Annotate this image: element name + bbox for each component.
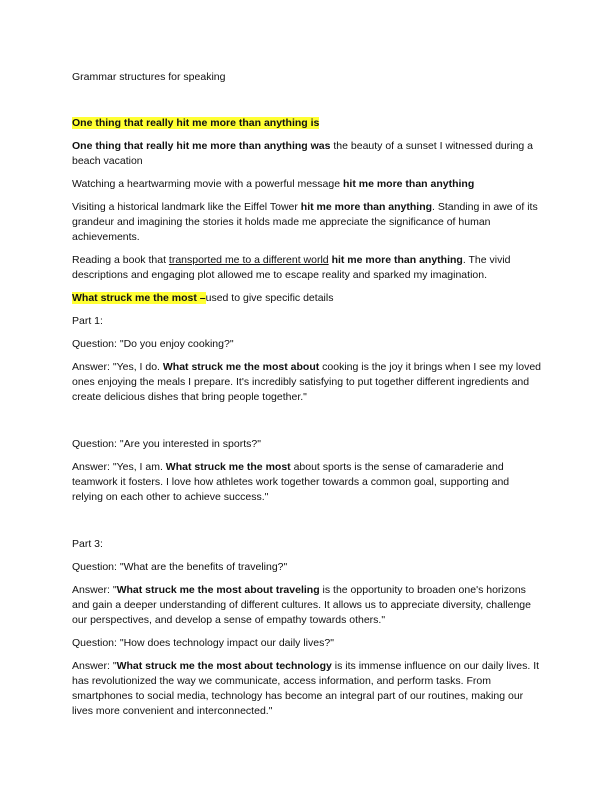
answer-text: about sports is the sense of camaraderie and teamwork it fosters. I love how athletes work together towards a common goal, supporting and relying on each other to achieve success." [72,461,510,503]
answer-technology [72,659,542,719]
part-1-label: Part 1: [72,315,103,327]
bold-phrase: hit me more than anything [300,201,433,213]
paragraph-text: . The vivid descriptions and engaging plot allowed me to escape reality and sparked my imagination. [72,254,511,281]
paragraph-sunset [72,139,542,169]
bold-phrase: What struck me the most [165,461,291,473]
answer-sports [72,460,542,505]
heading-note: used to give specific details [205,292,334,304]
heading-struck-me-text: What struck me the most – [72,292,206,304]
answer-traveling [72,583,542,628]
heading-hit-me [72,116,542,131]
paragraph-text: . Standing in awe of its grandeur and imagining the stories it holds made me appreciate the significance of human achievements. [72,201,538,243]
bold-phrase: What struck me the most about traveling [116,584,320,596]
question-traveling: Question: "What are the benefits of traveling?" [72,561,288,573]
underlined-phrase: transported me to a different world [168,254,329,266]
question-sports: Question: "Are you interested in sports?" [72,438,261,450]
answer-text: Answer: "Yes, I do. [72,361,163,373]
question-cooking: Question: "Do you enjoy cooking?" [72,338,234,350]
bold-phrase: One thing that really hit me more than anything was [72,140,331,152]
answer-text: Answer: " [72,584,117,596]
answer-cooking [72,360,542,405]
part-3-label: Part 3: [72,538,103,550]
answer-text: is the opportunity to broaden one's horizons and gain a deeper understanding of different cultures. It allows us to appreciate diversity, challenge our perspectives, and develop a sense of empathy towards others." [72,584,531,626]
paragraph-text: Visiting a historical landmark like the Eiffel Tower [72,201,301,213]
answer-text: cooking is the joy it brings when I see my loved ones enjoying the meals I prepare. It's incredibly satisfying to put together different ingredients and create delicious dishes that bring people together." [72,361,542,403]
answer-text: Answer: "Yes, I am. [72,461,166,473]
bold-phrase: What struck me the most about [162,361,320,373]
paragraph-text: the beauty of a sunset I witnessed during a beach vacation [72,140,534,167]
paragraph-text: Reading a book that [72,254,169,266]
question-technology: Question: "How does technology impact our daily lives?" [72,637,334,649]
bold-phrase: What struck me the most about technology [116,660,332,672]
document-title: Grammar structures for speaking [72,71,226,83]
paragraph-text: Watching a heartwarming movie with a powerful message [72,178,343,190]
paragraph-book [72,253,542,283]
bold-phrase: hit me more than anything [342,178,475,190]
bold-phrase: hit me more than anything [331,254,463,266]
answer-text: is its immense influence on our daily lives. It has revolutionized the way we communicate, access information, and perform tasks. From smartphones to social media, technology has become an integral part of our routines, making our lives more convenient and interconnected." [72,660,540,717]
paragraph-landmark [72,200,542,245]
document-body [72,70,542,727]
heading-struck-me [72,291,542,306]
heading-hit-me-text: One thing that really hit me more than anything is [72,117,320,129]
paragraph-movie [72,177,542,192]
answer-text: Answer: " [72,660,117,672]
